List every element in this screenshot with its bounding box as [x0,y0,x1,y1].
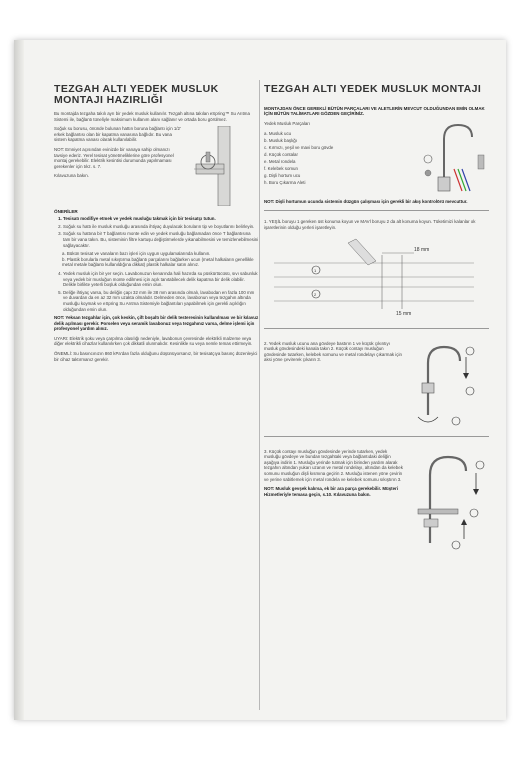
pre-check-heading: MONTAJDAN ÖNCE GEREKLİ BÜTÜN PARÇALARI VE ALETLERİN MEVCUT OLDUĞUNDAN EMİN OLMAK İÇİN BÜTÜN TALİMATLARI GÖZDEN GEÇİRİNİZ. [264,106,485,117]
flow-control-note: NOT: Dişli hortumun ucunda sistemin düzgün çalışması için gerekli bir akış kontrolörü mevcuttur. [264,198,468,204]
faucet-mounting-step3-illustration [404,443,489,553]
part-item: c. Kırmızı, yeşil ve mavi boru gövde [264,145,334,151]
column-divider [259,80,260,710]
recommendation-item: 4. Yedek musluk için bir yer seçin. Lavabonuzun kenarında hali hazırda su püskürtücüsü, sıvı sabunluk veya yedek bir musluğun monte edilmesi için açık tanıtabilecek delik kapatma bir delik olabilir. Delikle birlikte yeterli boşluk olduğundan emin olun. [63,271,259,288]
step-2-text: 2. Yedek musluk ucunu ana gövdeye bastırın 1 ve küçük çıkıntıyı musluk gövdesindeki kanala takın 2. Küçük contayı musluğun gövdesinde tutarken, kelebek somunu ve metal rondelayı çıkarmak için aksi yöne çevirerek çıkarın 3. [264,340,402,363]
faucet-assembly-step2-illustration [404,335,484,430]
recommendation-item: 3. Soğuk su hattına bir T bağlantısı monte edin ve yedek musluğu bağlamadan önce T bağlantısına tam bir vana takın. Bu, sisteminin filtre kartuşu değiştirmelerde yıkanabilmesini ve temizlenebilmesini sağlayacaktır. [63,231,259,248]
electrical-warning: UYARI: Elektrik şoku veya çarpılma olasılığı nedeniyle, lavabonun çevresinde elektrikli malzeme veya diğer elektrikli cihazlar kullanılırken çok dikkatli olunmalıdır. Kesinlikle su veya nemle temas ettirmeyin. [54,335,253,347]
shutoff-valve-illustration [188,126,258,206]
section-rule [264,210,489,211]
section-rule [264,436,489,437]
recommendation-item: 1. Tesisatı modifiye etmek ve yedek musluğu takmak için bir tesisatçı tutun. [63,216,259,222]
part-item: e. Metal rondela [264,159,296,165]
tube-marking-diagram [264,235,489,317]
part-item: f. Kelebek somun [264,166,298,172]
left-column [54,84,259,366]
svg-text:2: 2 [314,291,317,297]
recommendation-subitems [54,251,259,268]
page-binding-edge [14,40,24,720]
step-3-text: 3. Küçük contayı musluğun gövdesinde yerinde tutarken, yedek musluğu gövdeye ve bundan tezgahtaki veya bağlantıdaki deliğin aşağıya indirin 1. Musluğu yerinde tutmak için birinden yardım alarak tezgahın altından yukarı uzanın ve metal rondelayı, altından da kelebek somunu musluğun dişli kısmına geçirin 2. Musluğu istenen yöne çevirin ve yerine sabitlemek için metal rondela ve kelebek somunu sıkıştırın 3. [264,448,403,482]
parts-list [264,130,414,186]
recommendations-list [54,216,259,248]
part-item: d. Küçük contalar [264,152,298,158]
right-column [264,84,489,553]
recommendations-list-continued [54,271,259,312]
recommendation-item: 5. Deliğe ihtiyaç varsa, bu deliğin çapı 32 mm ile 38 mm arasında olmalı, lavabodan en fazla 100 mm ve duvardan da en az 32 mm uzakta olmalıdır. Delmeden önce, lavabonun veya tezgahın altında musluğu koymak ve eSpring Su Arıtma Sistemiyle bağlantıları yapabilmek için gerekli açıklığın olduğundan emin olun. [63,290,259,312]
pressure-important: ÖNEMLİ: Su basıncınızın 860 kPa'dan fazla olduğunu düşünüyorsanız, bir tesisatçıya basınç düzenleyici bir cihaz taktırmanız gerekir. [54,351,258,362]
svg-text:1: 1 [314,267,317,273]
step-1-text: 1. YEŞİL boruyu 1 gereken üst konuma koyun ve MAVİ boruyu 2 da alt konuma koyun. Tüketimizi kalanlar ok işaretlerinin olduğu yerleri işaretleyin. [264,219,476,230]
right-title: TEZGAH ALTI YEDEK MUSLUK MONTAJI [264,83,482,95]
part-item: h. Boru Çıkarma Aleti [264,180,306,186]
subitem: b. Plastik borularla metal sıkıştırma bağlantı parçalarını bağlarken ucun (metal halkaların genellikle metal metale bağlantı kullanıldığına dikkat) plastik halkalar satın alınız. [62,256,254,268]
cold-water-paragraph: Soğuk su borusu, önünde bulunan hattın boruna bağlantı için 1/2' erkek bağlantısı olan bir kapatma vanasına bağlıdır. Bu vana sistem kapatma vanası olarak kullanılabilir. [54,126,181,143]
recommendation-item: 2. Soğuk su hattı ile musluk musluğu arasında ihtiyaç duyulacak boruların tip ve boyutlarını belirleyin. [63,224,259,230]
recommendations-title: ÖNERİLER [54,209,78,215]
subitem: a. Bükün tesisat ve vanaların bazı işleri için uygun uygulamalarında kullanın. [62,251,211,257]
intro-paragraph: Bu montajda tezgaha takılı ayrı bir yedek musluk kullanılır. Tezgah altına takılan eSpring™ Su Arıtma Sistemi ile, bağlantı tüneliyle maksimum kullanım alanı sağlanır ve ortada boru görülmez. [54,111,250,122]
faucet-parts-illustration [414,119,489,199]
part-item: g. Dişli hortum ucu [264,173,301,179]
part-item: a. Musluk ucu [264,131,292,137]
dimension-15mm: 15 mm [396,310,412,317]
safety-note: NOT: Emniyet açısından evinizde bir vanaya sahip olmanızı tavsiye ederiz. Yerel tesisat yönetmeliklerine göre profesyonel montaj gerekebilir. Elektrik kesintisi durumunda yapılmaması gerekenler için tıkz. s. 7. [54,146,174,169]
section-rule [264,328,489,329]
dimension-18mm: 18 mm [414,246,430,253]
parts-title: Yedek Musluk Parçaları [264,120,310,126]
manual-page [14,40,506,720]
countertop-note: NOT: Yeksan tezgahlar için, çok keskin, çift boşaltı bir delik testeresinin kullanılması ve bir kılavuz delik açılması gerekir. Porselen veya seramik lavabonuz veya tezgahınız varsa, delme işlemi için profesyonel yardım alınız. [54,315,259,332]
left-title: TEZGAH ALTI YEDEK MUSLUK MONTAJI HAZIRLIĞI [54,83,219,106]
part-item: b. Musluk başlığı [264,138,297,144]
guide-reference: Kılavuzuna bakın. [54,173,89,179]
loose-faucet-note: NOT: Musluk gevşek kalırsa, ek bir ara parça gerekebilir. Müşteri Hizmetleriyle temasa geçin, s.10. Kılavuzuna bakın. [264,486,398,497]
